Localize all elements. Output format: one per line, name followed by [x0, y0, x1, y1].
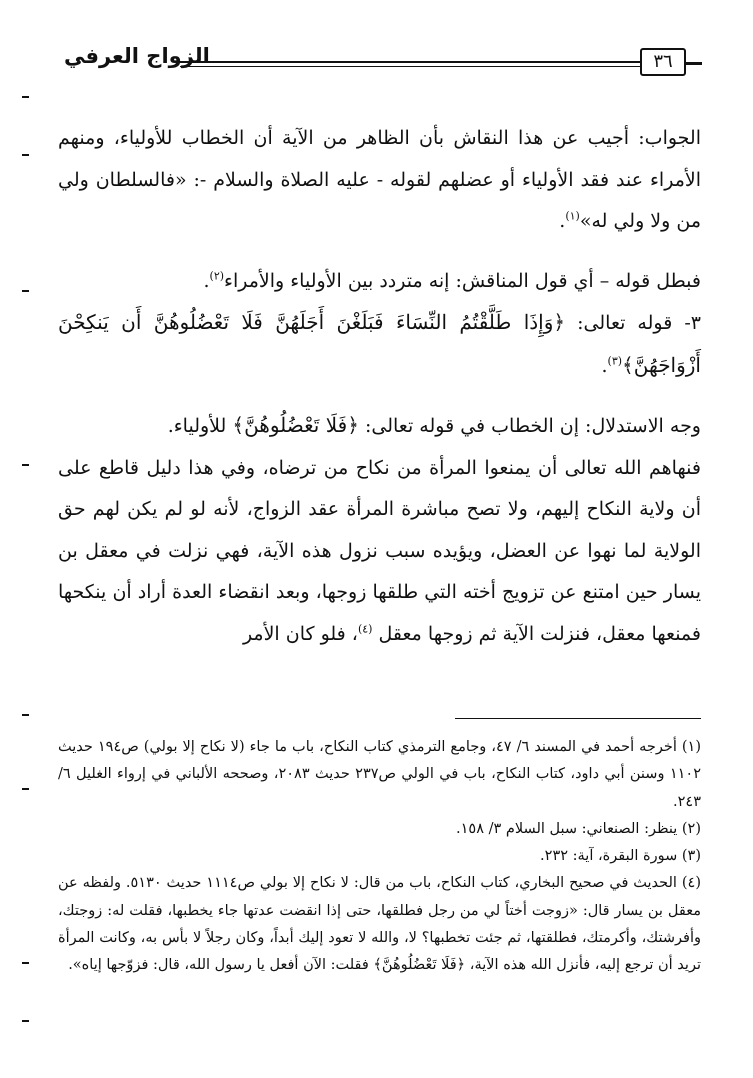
quran-verse: ﴿وَإِذَا طَلَّقْتُمُ النِّسَاءَ فَبَلَغْنَ أَجَلَهُنَّ فَلَا تَعْضُلُوهُنَّ أَن يَنكِحْنَ أَزْوَاجَهُنَّ﴾	[58, 310, 701, 377]
margin-mark	[22, 788, 29, 790]
running-header-title: الزواج العرفي	[64, 44, 210, 68]
paragraph-explanation: فنهاهم الله تعالى أن يمنعوا المرأة من نكاح من ترضاه، وفي هذا دليل قاطع على أن ولاية النكاح إليهم، ولا تصح مباشرة المرأة عقد الزواج، لأنه لو لم يكن لهم حق الولاية لما نهوا عن العضل، ويؤيده سبب نزول هذه الآية، فهي نزلت في معقل بن يسار حين امتنع عن تزويج أخته التي طلقها زوجها، وبعد انقضاء العدة أراد أن ينكحها فمنعها معقل، فنزلت الآية ثم زوجها معقل $^{(٤)}$، فلو كان الأمر	[58, 456, 701, 645]
footnote-ref: (٤)	[357, 622, 373, 636]
margin-mark	[22, 714, 29, 716]
footnote-1: (١) أخرجه أحمد في المسند ٦/ ٤٧، وجامع الترمذي كتاب النكاح، باب ما جاء (لا نكاح إلا بولي) ص١٩٤ حديث ١١٠٢ وسنن أبي داود، كتاب النكاح، باب في الولي ص٢٣٧ حديث ٢٠٨٣، وصححه الألباني في إرواء الغليل ٦/ ٢٤٣.	[58, 739, 702, 810]
header-rule	[180, 61, 640, 63]
page-number: ٣٦	[640, 48, 686, 76]
footnotes	[58, 734, 701, 980]
quran-verse: ﴿فَلَا تَعْضُلُوهُنَّ﴾	[232, 413, 359, 437]
footnote-ref: (٢)	[209, 269, 225, 283]
main-text	[58, 118, 701, 655]
footnote-ref: (١)	[565, 209, 580, 223]
margin-mark	[22, 1020, 29, 1022]
footnote-ref: (٣)	[607, 354, 623, 368]
paragraph-refutation: فبطل قوله – أي قول المناقش: إنه متردد بين الأولياء والأمراء$^{(٢)}$.	[203, 269, 701, 292]
footnote-4: (٤) الحديث في صحيح البخاري، كتاب النكاح، باب من قال: لا نكاح إلا بولي ص١١١٤ حديث ٥١٣٠. ولفظه عن معقل بن يسار قال: «زوجت أختاً لي من رجل فطلقها، حتى إذا انقضت عدتها جاء يخطبها، فقلت له: زوجتك، وأفرشتك، وأكرمتك، فطلقتها، ثم جئت تخطبها؟ لا، والله لا تعود إليك أبداً، وكان رجلاً لا بأس به، وكانت المرأة تريد أن ترجع إليه، فأنزل الله هذه الآية، ﴿فَلَا تَعْضُلُوهُنَّ﴾ فقلت: الآن أفعل يا رسول الله، قال: فزوّجها إياه».	[58, 875, 701, 974]
margin-mark	[22, 290, 29, 292]
paragraph-answer: الجواب: أجيب عن هذا النقاش بأن الظاهر من الآية أن الخطاب للأولياء، ومنهم الأمراء عند فقد الأولياء أو عضلهم لقوله - عليه الصلاة والسلام -: «فالسلطان ولي من ولا ولي له»$^{(١)}$.	[58, 127, 701, 232]
paragraph-verse: ٣- قوله تعالى: ﴿وَإِذَا طَلَّقْتُمُ النِّسَاءَ فَبَلَغْنَ أَجَلَهُنَّ فَلَا تَعْضُلُوهُنَّ أَن يَنكِحْنَ أَزْوَاجَهُنَّ﴾$^{(٣)}$.	[58, 310, 701, 377]
margin-mark	[22, 154, 29, 156]
footnote-2: (٢) ينظر: الصنعاني: سبل السلام ٣/ ١٥٨.	[456, 820, 701, 837]
header-rule-right	[684, 62, 702, 65]
footnote-3: (٣) سورة البقرة، آية: ٢٣٢.	[540, 848, 701, 865]
footnote-separator	[455, 718, 701, 719]
margin-mark	[22, 96, 29, 98]
header-rule-thin	[180, 66, 640, 67]
margin-mark	[22, 464, 29, 466]
margin-mark	[22, 962, 29, 964]
paragraph-inference: وجه الاستدلال: إن الخطاب في قوله تعالى: ﴿فَلَا تَعْضُلُوهُنَّ﴾ للأولياء.	[167, 413, 701, 437]
